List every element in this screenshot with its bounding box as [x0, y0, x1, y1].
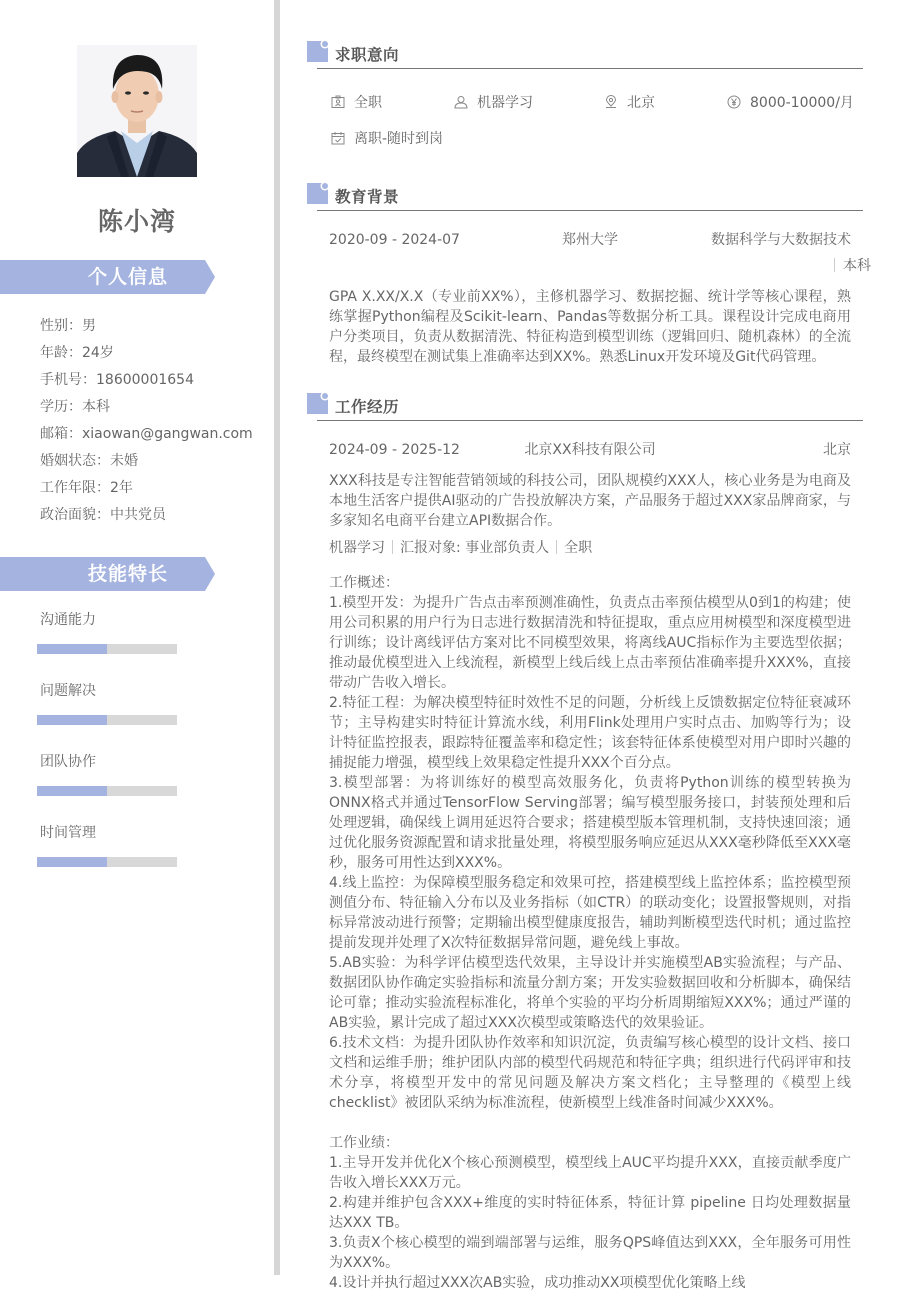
- intent-city-text: 北京: [627, 95, 655, 111]
- skill-bar-fill: [37, 715, 107, 725]
- section-underline: [317, 210, 863, 211]
- achievement-item: 3.负责X个核心模型的端到端部署与运维，服务QPS峰值达到XXX，全年服务可用性为XXX%。: [329, 1235, 851, 1271]
- main-content: [280, 0, 900, 1291]
- overview-item: 6.技术文档：为提升团队协作效率和知识沉淀，负责编写核心模型的设计文档、接口文档和运维手册；维护团队内部的模型代码规范和特征字典；组织进行代码评审和技术分享，将模型开发中的常见问题及解决方案文档化；主导整理的《模型上线checklist》被团队采纳为标准流程，使新模型上线准备时间减少XXX%。: [329, 1035, 851, 1111]
- intent-position: [454, 93, 533, 113]
- portrait-image: [77, 45, 197, 177]
- education-major: 数据科学与大数据技术: [711, 232, 851, 248]
- overview-item: 5.AB实验：为科学评估模型迭代效果，主导设计并实施模型AB实验流程；与产品、数据团队协作确定实验指标和流量分割方案；开发实验数据回收和分析脚本，确保结论可靠；推动实验流程标准化，将单个实验的平均分析周期缩短XXX%；通过严谨的AB实验，累计完成了超过XXX次模型或策略迭代的效果验证。: [329, 955, 851, 1031]
- candidate-name: 陈小湾: [97, 207, 176, 236]
- overview-item: 2.特征工程：为解决模型特征时效性不足的问题，分析线上反馈数据定位特征衰减环节；主导构建实时特征计算流水线，利用Flink处理用户实时点击、加购等行为；设计特征监控报表，跟踪特征覆盖率和稳定性；该套特征体系使模型对用户即时兴趣的捕捉能力增强，模型线上效果稳定性提升XXX个百分点。: [329, 695, 851, 771]
- personal-info-title: 个人信息: [87, 266, 168, 288]
- skill-bar-track: [37, 857, 177, 867]
- work-tags: [329, 538, 592, 558]
- skill-bar-fill: [37, 857, 107, 867]
- info-phone: 手机号：18600001654: [40, 372, 194, 388]
- personal-info-list: [40, 313, 253, 529]
- separator: [392, 540, 393, 554]
- yen-icon: [727, 95, 741, 109]
- overview-item: 4.线上监控：为保障模型服务稳定和效果可控，搭建模型线上监控体系；监控模型预测值分布、特征输入分布以及业务指标（如CTR）的联动变化；设置报警规则，对指标异常波动进行预警；定期输出模型健康度报告，辅助判断模型迭代时机；通过监控提前发现并处理了X次特征数据异常问题，避免线上事故。: [329, 875, 851, 951]
- skill-item: [40, 752, 220, 772]
- education-degree-wrap: [834, 256, 871, 276]
- work-period: 2024-09 - 2025-12: [329, 442, 460, 458]
- skill-label: 团队协作: [40, 754, 96, 770]
- separator: [834, 258, 835, 272]
- achievement-item: 2.构建并维护包含XXX+维度的实时特征体系，特征计算 pipeline 日均处理数据量达XXX TB。: [329, 1195, 851, 1231]
- overview-title: 工作概述：: [329, 575, 399, 591]
- skill-bar-track: [37, 786, 177, 796]
- work-tag: 汇报对象: 事业部负责人: [400, 540, 550, 556]
- briefcase-icon: [331, 95, 345, 109]
- education-period: 2020-09 - 2024-07: [329, 232, 460, 248]
- intent-availability: [331, 129, 443, 149]
- skill-label: 时间管理: [40, 825, 96, 841]
- skill-item: [40, 681, 220, 701]
- achievement-item: 1.主导开发并优化X个核心预测模型，模型线上AUC平均提升XXX，直接贡献季度广告收入增长XXX万元。: [329, 1155, 851, 1191]
- skill-bar-track: [37, 644, 177, 654]
- intent-salary-text: 8000-10000/月: [750, 95, 854, 111]
- education-description: GPA X.XX/X.X（专业前XX%），主修机器学习、数据挖掘、统计学等核心课程，熟练掌握Python编程及Scikit-learn、Pandas等数据分析工具。课程设计完成电商用户分类项目，负责从数据清洗、特征构造到模型训练（逻辑回归、随机森林）的全流程，最终模型在测试集上准确率达到XX%。熟悉Linux开发环境及Git代码管理。: [329, 289, 851, 365]
- section-marker-icon: [307, 393, 328, 414]
- section-underline: [317, 420, 863, 421]
- info-email: 邮箱：xiaowan@gangwan.com: [40, 426, 253, 442]
- section-marker-icon: [307, 41, 328, 62]
- skills-title: 技能特长: [87, 563, 168, 585]
- sidebar: [0, 0, 274, 1275]
- intent-job-type-text: 全职: [354, 95, 382, 111]
- profile-photo: [77, 45, 197, 177]
- info-work-years: 工作年限：2年: [40, 480, 133, 496]
- skill-bar-track: [37, 715, 177, 725]
- work-city: 北京: [823, 442, 851, 458]
- achievement-item: 4.设计并执行超过XXX次AB实验，成功推动XX项模型优化策略上线: [329, 1275, 746, 1291]
- section-title: 工作经历: [335, 398, 400, 416]
- work-tag: 全职: [564, 540, 593, 556]
- skill-bar-fill: [37, 786, 107, 796]
- education-degree: 本科: [843, 258, 871, 274]
- section-title: 求职意向: [335, 46, 400, 64]
- section-title: 教育背景: [335, 188, 400, 206]
- skill-label: 沟通能力: [40, 612, 96, 628]
- personal-info-banner: [0, 260, 215, 294]
- skill-item: [40, 610, 220, 630]
- skill-bar-fill: [37, 644, 107, 654]
- info-age: 年龄：24岁: [40, 345, 114, 361]
- section-underline: [317, 68, 863, 69]
- location-icon: [604, 95, 618, 109]
- intent-availability-text: 离职-随时到岗: [354, 131, 444, 147]
- overview-item: 3.模型部署：为将训练好的模型高效服务化，负责将Python训练的模型转换为ONNX格式并通过TensorFlow Serving部署；编写模型服务接口，封装预处理和后处理逻辑，确保线上调用延迟符合要求；搭建模型版本管理机制，支持快速回滚；通过优化服务资源配置和请求批量处理，将模型服务响应延迟从XXX毫秒降低至XXX毫秒，服务可用性达到XXX%。: [329, 775, 851, 871]
- intent-city: [604, 93, 655, 113]
- info-political-status: 政治面貌：中共党员: [40, 507, 166, 523]
- section-header-education: [307, 183, 863, 213]
- section-header-work: [307, 393, 863, 423]
- skill-item: [40, 823, 220, 843]
- work-company: 北京XX科技有限公司: [524, 442, 656, 458]
- info-marital-status: 婚姻状态：未婚: [40, 453, 138, 469]
- achievements-title: 工作业绩：: [329, 1135, 399, 1151]
- skills-banner: [0, 557, 215, 591]
- calendar-icon: [331, 131, 345, 145]
- work-details: [329, 573, 851, 1293]
- intent-salary: [727, 93, 854, 113]
- spacer: [329, 1113, 851, 1133]
- overview-item: 1.模型开发：为提升广告点击率预测准确性，负责点击率预估模型从0到1的构建；使用公司积累的用户行为日志进行数据清洗和特征提取，重点应用树模型和深度模型进行训练；设计离线评估方案对比不同模型效果，将离线AUC指标作为主要选型依据；推动最优模型进入上线流程，新模型上线后线上点击率预估准确率提升XXX%，直接带动广告收入增长。: [329, 595, 851, 691]
- intent-position-text: 机器学习: [477, 95, 533, 111]
- info-education: 学历：本科: [40, 399, 110, 415]
- company-description: XXX科技是专注智能营销领域的科技公司，团队规模约XXX人，核心业务是为电商及本地生活客户提供AI驱动的广告投放解决方案，产品服务于超过XXX家品牌商家，与多家知名电商平台建立API数据合作。: [329, 473, 851, 529]
- info-gender: 性别：男: [40, 318, 96, 334]
- intent-job-type: [331, 93, 382, 113]
- work-tag: 机器学习: [329, 540, 385, 556]
- education-school: 郑州大学: [562, 232, 618, 248]
- section-header-job-intent: [307, 41, 863, 71]
- user-icon: [454, 95, 468, 109]
- section-marker-icon: [307, 183, 328, 204]
- separator: [556, 540, 557, 554]
- skill-label: 问题解决: [40, 683, 96, 699]
